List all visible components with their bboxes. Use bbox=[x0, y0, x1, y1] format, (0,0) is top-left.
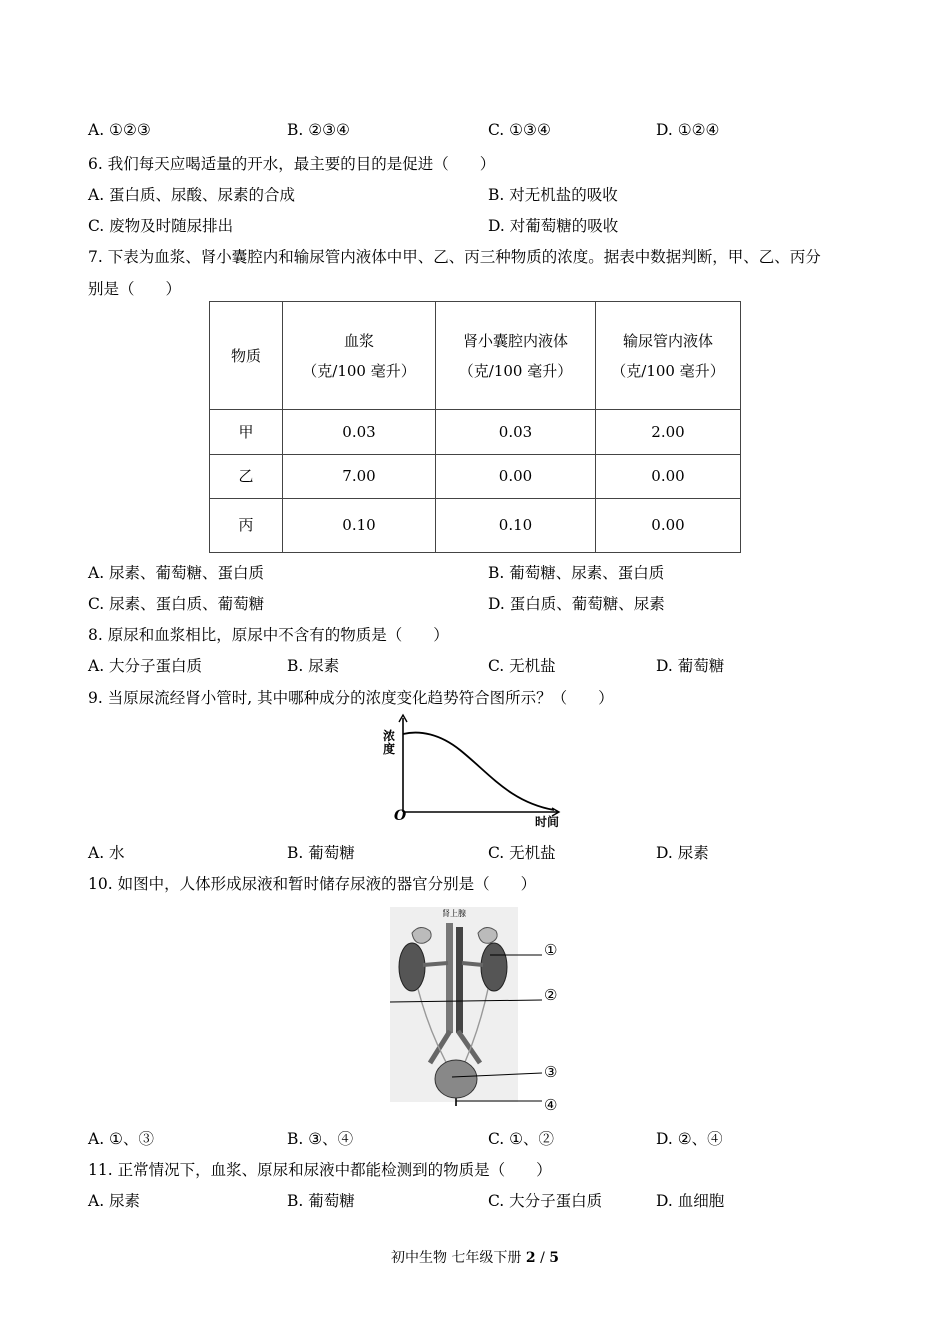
q6-option-b: B. 对无机盐的吸收 bbox=[488, 186, 618, 204]
table-cell: 0.03 bbox=[283, 410, 436, 454]
table-cell: 0.00 bbox=[596, 498, 741, 552]
table-row bbox=[210, 498, 741, 552]
right-kidney bbox=[481, 943, 507, 991]
concentration-table bbox=[209, 301, 741, 553]
q7-stem-line2: 别是（ ） bbox=[88, 280, 182, 298]
q9-option-d: D. 尿素 bbox=[656, 844, 709, 862]
q7-option-d: D. 蛋白质、葡萄糖、尿素 bbox=[488, 595, 665, 613]
right-adrenal-gland bbox=[478, 927, 497, 943]
adrenal-label: 肾上腺 bbox=[442, 909, 466, 918]
left-kidney bbox=[399, 943, 425, 991]
q6-option-d: D. 对葡萄糖的吸收 bbox=[488, 217, 619, 235]
figure-label-2: ② bbox=[544, 986, 558, 1004]
q7-option-b: B. 葡萄糖、尿素、蛋白质 bbox=[488, 564, 665, 582]
q5-option-a: A. ①②③ bbox=[88, 121, 151, 139]
table-cell: 0.10 bbox=[436, 498, 596, 552]
vena-cava bbox=[456, 927, 463, 1033]
table-cell: 0.03 bbox=[436, 410, 596, 454]
q9-stem: 9. 当原尿流经肾小管时, 其中哪种成分的浓度变化趋势符合图所示？（ ） bbox=[88, 689, 614, 707]
q10-option-d: D. ②、④ bbox=[656, 1130, 723, 1148]
figure-label-4: ④ bbox=[544, 1096, 558, 1114]
q6-stem: 6. 我们每天应喝适量的开水，最主要的目的是促进（ ） bbox=[88, 155, 496, 173]
q8-option-d: D. 葡萄糖 bbox=[656, 657, 725, 675]
table-header-row bbox=[210, 302, 741, 410]
urinary-system-figure bbox=[390, 905, 570, 1120]
table-cell: 7.00 bbox=[283, 454, 436, 498]
q11-option-a: A. 尿素 bbox=[88, 1192, 141, 1210]
table-row bbox=[210, 454, 741, 498]
table-cell: 乙 bbox=[210, 454, 283, 498]
table-cell: 0.00 bbox=[436, 454, 596, 498]
q8-option-b: B. 尿素 bbox=[287, 657, 340, 675]
footer-separator: / bbox=[535, 1250, 550, 1266]
table-header-cell: 肾小囊腔内液体 （克/100 毫升） bbox=[436, 302, 596, 410]
page-footer bbox=[0, 1247, 950, 1267]
table-header-cell: 血浆 （克/100 毫升） bbox=[283, 302, 436, 410]
table-row bbox=[210, 410, 741, 454]
graph-xlabel: 时间 bbox=[535, 815, 560, 829]
q10-option-c: C. ①、② bbox=[488, 1130, 555, 1148]
q8-option-c: C. 无机盐 bbox=[488, 657, 556, 675]
footer-page-number: 2 bbox=[525, 1250, 536, 1266]
bladder bbox=[435, 1060, 477, 1098]
q6-option-a: A. 蛋白质、尿酸、尿素的合成 bbox=[88, 186, 296, 204]
q5-option-c: C. ①③④ bbox=[488, 121, 551, 139]
q7-option-c: C. 尿素、蛋白质、葡萄糖 bbox=[88, 595, 265, 613]
footer-text: 初中生物 七年级下册 bbox=[390, 1250, 526, 1266]
figure-label-3: ③ bbox=[544, 1063, 558, 1081]
table-cell: 0.10 bbox=[283, 498, 436, 552]
q7-stem-line1: 7. 下表为血浆、肾小囊腔内和输尿管内液体中甲、乙、丙三种物质的浓度。据表中数据判断，甲、乙、丙分 bbox=[88, 248, 821, 266]
concentration-curve bbox=[403, 733, 554, 810]
q11-option-c: C. 大分子蛋白质 bbox=[488, 1192, 603, 1210]
q11-stem: 11. 正常情况下，血浆、原尿和尿液中都能检测到的物质是（ ） bbox=[88, 1161, 552, 1179]
concentration-graph bbox=[380, 712, 580, 830]
left-adrenal-gland bbox=[412, 927, 431, 943]
footer-page-total: 5 bbox=[549, 1250, 560, 1266]
q10-option-a: A. ①、③ bbox=[88, 1130, 154, 1148]
table-cell: 0.00 bbox=[596, 454, 741, 498]
table-cell: 甲 bbox=[210, 410, 283, 454]
q10-stem: 10. 如图中，人体形成尿液和暂时储存尿液的器官分别是（ ） bbox=[88, 875, 537, 893]
table-cell: 2.00 bbox=[596, 410, 741, 454]
q8-option-a: A. 大分子蛋白质 bbox=[88, 657, 203, 675]
graph-origin: O bbox=[394, 808, 407, 824]
q10-option-b: B. ③、④ bbox=[287, 1130, 354, 1148]
aorta bbox=[446, 923, 453, 1033]
q9-option-c: C. 无机盐 bbox=[488, 844, 556, 862]
left-renal-vessel bbox=[423, 963, 448, 965]
q11-option-b: B. 葡萄糖 bbox=[287, 1192, 355, 1210]
q11-option-d: D. 血细胞 bbox=[656, 1192, 725, 1210]
figure-label-1: ① bbox=[544, 941, 558, 959]
table-header-cell: 物质 bbox=[210, 302, 283, 410]
q8-stem: 8. 原尿和血浆相比，原尿中不含有的物质是（ ） bbox=[88, 626, 449, 644]
q9-option-a: A. 水 bbox=[88, 844, 125, 862]
q7-option-a: A. 尿素、葡萄糖、蛋白质 bbox=[88, 564, 265, 582]
q5-option-b: B. ②③④ bbox=[287, 121, 350, 139]
table-cell: 丙 bbox=[210, 498, 283, 552]
q6-option-c: C. 废物及时随尿排出 bbox=[88, 217, 234, 235]
table-header-cell: 输尿管内液体 （克/100 毫升） bbox=[596, 302, 741, 410]
right-renal-vessel bbox=[462, 963, 483, 965]
q5-option-d: D. ①②④ bbox=[656, 121, 720, 139]
graph-ylabel: 浓度 bbox=[383, 729, 396, 756]
q9-option-b: B. 葡萄糖 bbox=[287, 844, 355, 862]
